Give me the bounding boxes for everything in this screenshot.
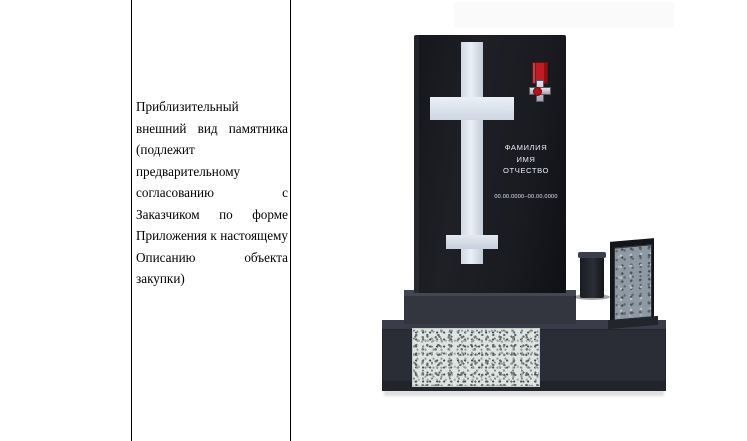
medal-center-medallion bbox=[533, 87, 542, 96]
flower-vase-rim bbox=[578, 252, 606, 258]
granite-photo-plaque-face bbox=[614, 244, 652, 320]
plinth bbox=[404, 296, 576, 324]
granite-chip-panel bbox=[412, 328, 540, 387]
photo-top-band-light bbox=[374, 2, 454, 28]
table-cell-description bbox=[132, 0, 289, 441]
stele-edge-highlight bbox=[414, 35, 419, 293]
engraved-surname: ФАМИЛИЯ bbox=[504, 143, 548, 152]
cross-crossbar bbox=[430, 97, 514, 120]
order-medal-icon bbox=[526, 62, 552, 110]
flower-vase bbox=[580, 254, 604, 298]
engraved-dates: 00.00.0000–00.00.0000 bbox=[494, 194, 558, 200]
monument-mockup-image bbox=[374, 2, 674, 402]
engraved-name-block bbox=[487, 142, 565, 177]
table-cell-empty bbox=[0, 0, 131, 441]
description-paragraph: Приблизительный внешний вид памятника (подлежит предварительному согласованию с Заказчиком по форме Приложения к настоящему Описанию объекта закупки) bbox=[136, 99, 288, 286]
cross-lower-crossbar bbox=[446, 235, 498, 249]
cross-icon bbox=[461, 42, 483, 264]
engraved-firstname: ИМЯ bbox=[516, 154, 536, 164]
table-cell-illustration bbox=[291, 0, 747, 441]
engraved-patronymic: ОТЧЕСТВО bbox=[502, 166, 550, 175]
